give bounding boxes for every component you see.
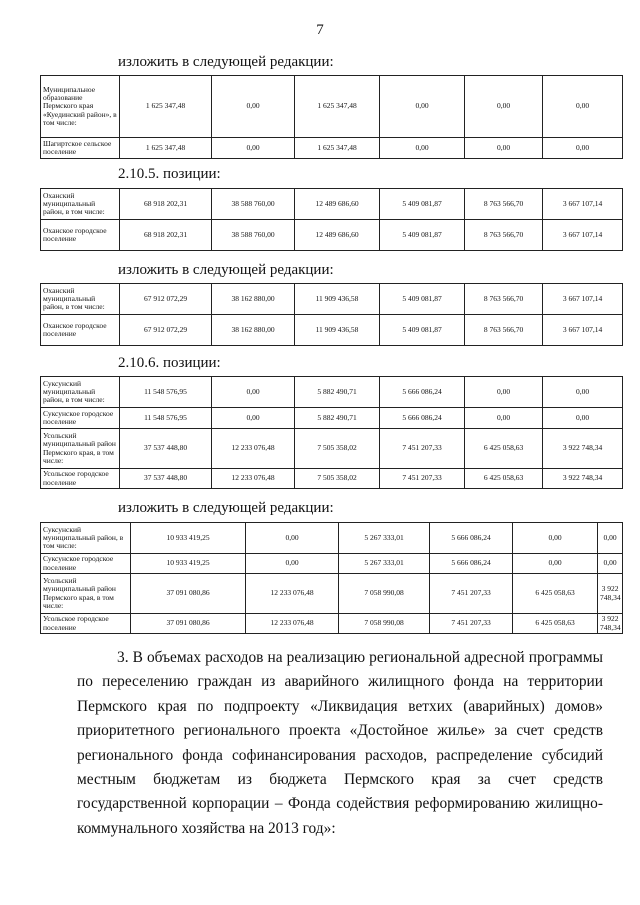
value-cell: 5 666 086,24 (380, 408, 465, 429)
value-cell: 38 162 880,00 (212, 315, 295, 346)
value-cell: 10 933 419,25 (131, 554, 246, 574)
value-cell: 0,00 (380, 76, 465, 138)
table-row (41, 554, 623, 574)
row-name-cell: Усольское городское поселение (41, 614, 131, 634)
value-cell: 0,00 (465, 408, 543, 429)
row-name-cell: Суксунский муниципальный район, в том числе: (41, 523, 131, 554)
value-cell: 37 091 080,86 (131, 574, 246, 614)
value-cell: 0,00 (513, 523, 598, 554)
value-cell: 3 922 748,34 (543, 429, 623, 469)
value-cell: 0,00 (543, 76, 623, 138)
heading-new-edition-3: изложить в следующей редакции: (118, 500, 334, 516)
value-cell: 3 922 748,34 (543, 469, 623, 489)
value-cell: 11 909 436,58 (295, 315, 380, 346)
value-cell: 0,00 (246, 554, 339, 574)
heading-positions-2-10-6: 2.10.6. позиции: (118, 355, 221, 371)
value-cell: 11 548 576,95 (120, 377, 212, 408)
value-cell: 3 922 748,34 (598, 614, 623, 634)
value-cell: 5 666 086,24 (430, 554, 513, 574)
value-cell: 0,00 (246, 523, 339, 554)
value-cell: 0,00 (212, 138, 295, 159)
value-cell: 8 763 566,70 (465, 284, 543, 315)
value-cell: 3 667 107,14 (543, 315, 623, 346)
table-okhansky-old (40, 188, 623, 251)
value-cell: 0,00 (465, 76, 543, 138)
row-name-cell: Суксунское городское поселение (41, 408, 120, 429)
value-cell: 7 451 207,33 (430, 614, 513, 634)
value-cell: 3 922 748,34 (598, 574, 623, 614)
table-row (41, 76, 623, 138)
page-number: 7 (316, 22, 324, 38)
table-row (41, 523, 623, 554)
value-cell: 6 425 058,63 (513, 614, 598, 634)
heading-positions-2-10-5: 2.10.5. позиции: (118, 166, 221, 182)
value-cell: 0,00 (465, 138, 543, 159)
value-cell: 1 625 347,48 (120, 76, 212, 138)
value-cell: 7 451 207,33 (380, 429, 465, 469)
table-row (41, 429, 623, 469)
value-cell: 3 667 107,14 (543, 284, 623, 315)
value-cell: 0,00 (543, 377, 623, 408)
value-cell: 7 058 990,08 (339, 614, 430, 634)
value-cell: 7 451 207,33 (380, 469, 465, 489)
paragraph-text: 3. В объемах расходов на реализацию региональной адресной программы по переселению граждан из аварийного жилищного фонда на территории Пермского края по подпроекту «Ликвидация ветхих (аварийных) домов» приоритетного регионального проекта «Достойное жилье» за счет средств регионального фонда софинансирования расходов, распределение субсидий местным бюджетам из бюджета Пермского края за счет средств государственной корпорации – Фонда содействия реформированию жилищно-коммунального хозяйства на 2013 год»: (77, 649, 603, 837)
value-cell: 0,00 (465, 377, 543, 408)
row-name-cell: Оханское городское поселение (41, 315, 120, 346)
value-cell: 67 912 072,29 (120, 315, 212, 346)
row-name-cell: Оханское городское поселение (41, 220, 120, 251)
value-cell: 3 667 107,14 (543, 189, 623, 220)
value-cell: 7 505 358,02 (295, 469, 380, 489)
row-name-cell: Усольский муниципальный район Пермского края, в том числе: (41, 429, 120, 469)
table-suksunsky-usolsky-old (40, 376, 623, 489)
value-cell: 5 409 081,87 (380, 220, 465, 251)
value-cell: 37 537 448,80 (120, 469, 212, 489)
value-cell: 37 091 080,86 (131, 614, 246, 634)
value-cell: 5 409 081,87 (380, 315, 465, 346)
value-cell: 12 489 686,60 (295, 189, 380, 220)
value-cell: 5 267 333,01 (339, 554, 430, 574)
table-suksunsky-usolsky-new (40, 522, 623, 634)
value-cell: 1 625 347,48 (295, 138, 380, 159)
value-cell: 5 267 333,01 (339, 523, 430, 554)
value-cell: 12 233 076,48 (212, 429, 295, 469)
value-cell: 0,00 (212, 377, 295, 408)
value-cell: 12 233 076,48 (212, 469, 295, 489)
value-cell: 7 451 207,33 (430, 574, 513, 614)
row-name-cell: Оханский муниципальный район, в том числе: (41, 284, 120, 315)
value-cell: 6 425 058,63 (465, 469, 543, 489)
value-cell: 0,00 (212, 76, 295, 138)
value-cell: 5 882 490,71 (295, 408, 380, 429)
table-okhansky-new (40, 283, 623, 346)
row-name-cell: Усольский муниципальный район Пермского края, в том числе: (41, 574, 131, 614)
value-cell: 0,00 (598, 523, 623, 554)
row-name-cell: Оханский муниципальный район, в том числе: (41, 189, 120, 220)
table-row (41, 138, 623, 159)
heading-new-edition-1: изложить в следующей редакции: (118, 54, 334, 70)
value-cell: 11 548 576,95 (120, 408, 212, 429)
table-row (41, 408, 623, 429)
table-row (41, 220, 623, 251)
value-cell: 0,00 (543, 408, 623, 429)
value-cell: 0,00 (380, 138, 465, 159)
value-cell: 1 625 347,48 (120, 138, 212, 159)
value-cell: 11 909 436,58 (295, 284, 380, 315)
table-row (41, 377, 623, 408)
value-cell: 5 666 086,24 (430, 523, 513, 554)
value-cell: 68 918 202,31 (120, 220, 212, 251)
value-cell: 38 588 760,00 (212, 220, 295, 251)
table-row (41, 574, 623, 614)
value-cell: 12 233 076,48 (246, 614, 339, 634)
row-name-cell: Муниципальное образование Пермского края «Куединский район», в том числе: (41, 76, 120, 138)
value-cell: 67 912 072,29 (120, 284, 212, 315)
table-row (41, 284, 623, 315)
value-cell: 0,00 (598, 554, 623, 574)
value-cell: 0,00 (543, 138, 623, 159)
table-row (41, 189, 623, 220)
heading-new-edition-2: изложить в следующей редакции: (118, 262, 334, 278)
value-cell: 1 625 347,48 (295, 76, 380, 138)
value-cell: 8 763 566,70 (465, 220, 543, 251)
row-name-cell: Суксунское городское поселение (41, 554, 131, 574)
paragraph-item-3 (77, 646, 603, 841)
table-kuedinsky (40, 75, 623, 159)
value-cell: 8 763 566,70 (465, 189, 543, 220)
value-cell: 0,00 (212, 408, 295, 429)
table-row (41, 614, 623, 634)
row-name-cell: Суксунский муниципальный район, в том числе: (41, 377, 120, 408)
value-cell: 38 162 880,00 (212, 284, 295, 315)
value-cell: 12 489 686,60 (295, 220, 380, 251)
value-cell: 37 537 448,80 (120, 429, 212, 469)
value-cell: 8 763 566,70 (465, 315, 543, 346)
value-cell: 10 933 419,25 (131, 523, 246, 554)
row-name-cell: Усольское городское поселение (41, 469, 120, 489)
table-row (41, 315, 623, 346)
row-name-cell: Шагиртское сельское поселение (41, 138, 120, 159)
value-cell: 12 233 076,48 (246, 574, 339, 614)
value-cell: 68 918 202,31 (120, 189, 212, 220)
value-cell: 38 588 760,00 (212, 189, 295, 220)
value-cell: 7 058 990,08 (339, 574, 430, 614)
value-cell: 6 425 058,63 (513, 574, 598, 614)
value-cell: 5 409 081,87 (380, 284, 465, 315)
value-cell: 5 882 490,71 (295, 377, 380, 408)
value-cell: 5 666 086,24 (380, 377, 465, 408)
value-cell: 5 409 081,87 (380, 189, 465, 220)
value-cell: 3 667 107,14 (543, 220, 623, 251)
value-cell: 0,00 (513, 554, 598, 574)
value-cell: 6 425 058,63 (465, 429, 543, 469)
value-cell: 7 505 358,02 (295, 429, 380, 469)
table-row (41, 469, 623, 489)
